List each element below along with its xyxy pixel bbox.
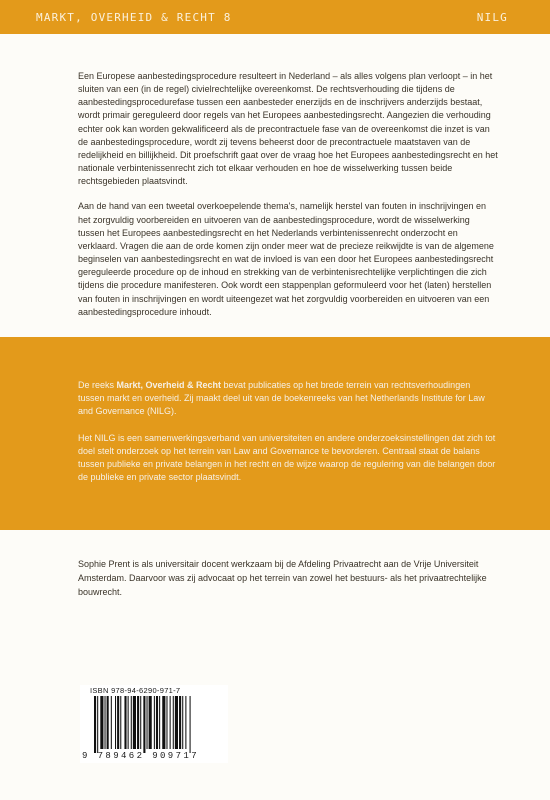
book-summary xyxy=(78,70,498,331)
barcode-bar xyxy=(162,696,165,749)
barcode-bar xyxy=(173,696,174,749)
summary-paragraph-2: Aan de hand van een tweetal overkoepelende thema's, namelijk herstel van fouten in inschrijvingen en het zorgvuldig voorbereiden en uitvoeren van de aanbestedingsprocedure, wordt de wisselwerking tussen het Europees aanbestedingsrecht en het Nederlands verbintenissenrecht onderzocht en verklaard. Vragen die aan de orde komen zijn onder meer wat de precieze reikwijdte is van de algemene beginselen van aanbestedingsrecht en wat de invloed is van een door het Europees aanbestedingsrecht gereguleerde procedure op de inhoud en strekking van de verbintenisrechtelijke verplichtingen die zich tijdens die procedure manifesteren. Ook wordt een stappenplan geformuleerd voor het (laten) herstellen van fouten in inschrijvingen en wordt uiteengezet wat het zorgvuldig voorbereiden en uitvoeren van een aanbestedingsprocedure inhoudt. xyxy=(78,201,494,317)
barcode-bar xyxy=(156,696,158,749)
barcode-bar xyxy=(107,696,109,749)
barcode-bar xyxy=(133,696,136,749)
series-title: MARKT, OVERHEID & RECHT 8 xyxy=(36,11,232,24)
barcode-bar xyxy=(111,696,112,749)
summary-paragraph-1: Een Europese aanbestedingsprocedure resulteert in Nederland – als alles volgens plan verloopt – in het sluiten van een (in de regel) civielrechtelijke overeenkomst. De rechtsverhouding die tijdens de aanbestedingsprocedurefase tussen een aanbesteder enerzijds en de inschrijvers anderzijds bestaat, wordt primair gereguleerd door regels van het Europees aanbestedingsrecht. Aangezien die verhouding echter ook kan worden gekwalificeerd als de precontractuele fase van de overeenkomst die inzet is van de aanbestedingsprocedure, wordt zij tevens beheerst door de precontractuele maatstaven van de redelijkheid en billijkheid. Dit proefschrift gaat over de vraag hoe het Europees aanbestedingsrecht en het nationale verbintenissenrecht zich tot elkaar verhouden en hoe de wisselwerking tussen beide rechtsgebieden plaatsvindt. xyxy=(78,71,498,187)
barcode-bar xyxy=(159,696,160,749)
author-bio: Sophie Prent is als universitair docent werkzaam bij de Afdeling Privaatrecht aan de Vrije Universiteit Amsterdam. Daarvoor was zij advocaat op het terrein van zowel het bestuurs- als het privaatrechtelijke bouwrecht. xyxy=(78,559,487,597)
barcode-bar xyxy=(149,696,152,749)
barcode-bar xyxy=(179,696,181,749)
barcode-bar xyxy=(166,696,167,749)
barcode-bar xyxy=(105,696,106,749)
barcode-bar xyxy=(120,696,121,749)
isbn-label: ISBN 978-94-6290-971-7 xyxy=(90,686,181,695)
barcode-bar xyxy=(128,696,129,749)
barcode-digits: 9 789462 909717 xyxy=(82,751,200,761)
barcode-bar xyxy=(100,696,103,749)
barcode-bar xyxy=(97,696,98,753)
series-name: Markt, Overheid & Recht xyxy=(116,380,222,390)
series-info xyxy=(78,379,498,497)
barcode-area xyxy=(80,685,228,763)
publisher-name: NILG xyxy=(476,11,508,24)
barcode-bar xyxy=(147,696,148,749)
barcode-bar xyxy=(131,696,132,749)
barcode-bar xyxy=(117,696,119,749)
barcode-bar xyxy=(143,696,145,753)
barcode-bar xyxy=(124,696,126,749)
barcode-bar xyxy=(154,696,155,749)
series-info-paragraph-2: Het NILG is een samenwerkingsverband van universiteiten en andere onderzoeksinstellingen dat zich tot doel stelt onderzoek op het terrein van Law and Governance te bevorderen. Centraal staat de balans tussen publieke en private belangen in het recht en de wijze waarop de regulering van die belangen door de publieke en private sector plaatsvindt. xyxy=(78,432,496,483)
series-info-paragraph-1: De reeks Markt, Overheid & Recht bevat publicaties op het brede terrein van rechtsverhoudingen tussen markt en overheid. Zij maakt deel uit van de boekenreeks van het Netherlands Institute for Law and Governance (NILG). xyxy=(78,380,485,417)
barcode-bar xyxy=(190,696,191,753)
barcode-bar xyxy=(115,696,116,749)
barcode-bar xyxy=(137,696,139,749)
barcode-bar xyxy=(170,696,171,749)
barcode-bar xyxy=(175,696,178,749)
barcode xyxy=(94,696,218,753)
barcode-bar xyxy=(185,696,186,749)
barcode-bar xyxy=(94,696,96,753)
header-bar xyxy=(0,0,550,34)
barcode-bar xyxy=(140,696,141,749)
barcode-bar xyxy=(182,696,183,749)
